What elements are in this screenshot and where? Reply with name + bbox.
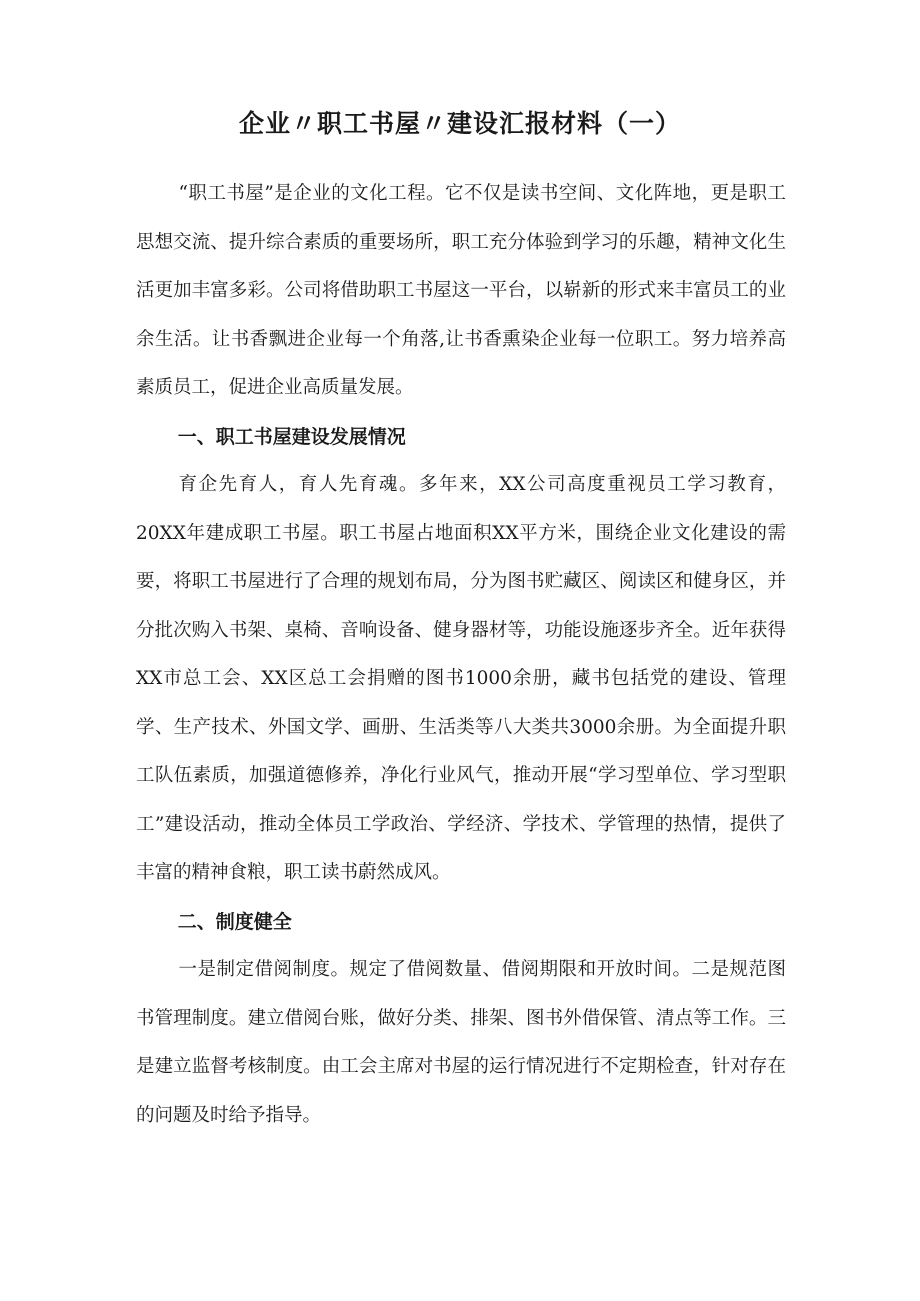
section-body-1: 育企先育人，育人先育魂。多年来，XX公司高度重视员工学习教育，20XX年建成职工书屋。职工书屋占地面积XX平方米，围绕企业文化建设的需要，将职工书屋进行了合理的规划布局，分为图书贮藏区、阅读区和健身区，并分批次购入书架、桌椅、音响设备、健身器材等，功能设施逐步齐全。近年获得XX市总工会、XX区总工会捐赠的图书1000余册，藏书包括党的建设、管理学、生产技术、外国文学、画册、生活类等八大类共3000余册。为全面提升职工队伍素质，加强道德修养，净化行业风气，推动开展“学习型单位、学习型职工”建设活动，推动全体员工学政治、学经济、学技术、学管理的热情，提供了丰富的精神食粮，职工读书蔚然成风。 (136, 474, 786, 883)
document-body (136, 170, 786, 1140)
document-title: 企业〃职工书屋〃建设汇报材料（一） (238, 109, 681, 138)
section-heading-2: 二、制度健全 (177, 910, 292, 933)
section-body-2: 一是制定借阅制度。规定了借阅数量、借阅期限和开放时间。二是规范图书管理制度。建立借阅台账，做好分类、排架、图书外借保管、清点等工作。三是建立监督考核制度。由工会主席对书屋的运行情况进行不定期检查，针对存在的问题及时给予指导。 (136, 959, 786, 1126)
intro-paragraph: “职工书屋”是企业的文化工程。它不仅是读书空间、文化阵地，更是职工思想交流、提升综合素质的重要场所，职工充分体验到学习的乐趣，精神文化生活更加丰富多彩。公司将借助职工书屋这一平台，以崭新的形式来丰富员工的业余生活。让书香飘进企业每一个角落,让书香熏染企业每一位职工。努力培养高素质员工，促进企业高质量发展。 (136, 183, 786, 398)
section-heading-1: 一、职工书屋建设发展情况 (177, 425, 406, 448)
